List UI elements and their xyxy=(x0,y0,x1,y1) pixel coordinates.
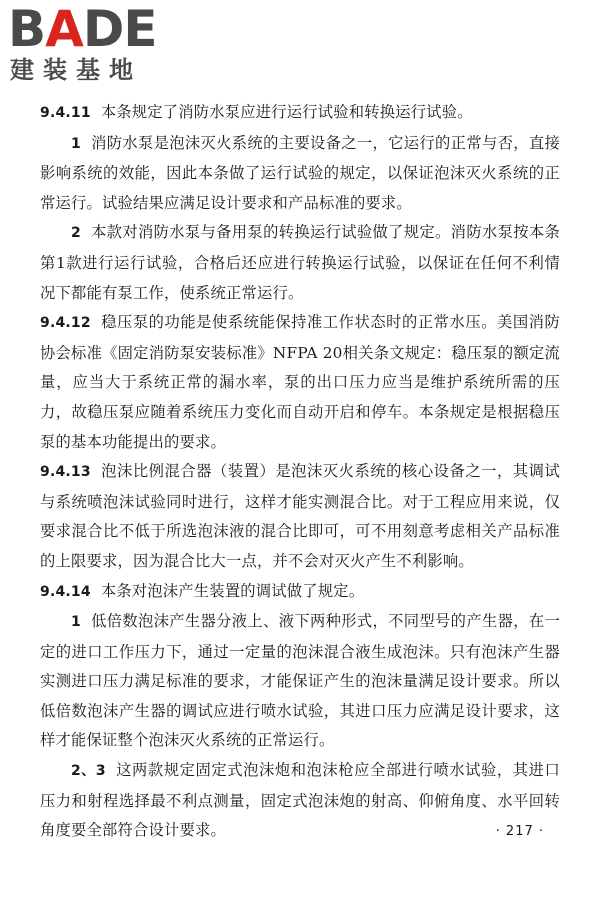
logo-letter-a-accent: A xyxy=(45,0,83,58)
item-number: 1 xyxy=(71,135,81,152)
section-9-4-13 xyxy=(40,457,560,576)
section-9-4-11 xyxy=(40,98,560,129)
section-number: 9.4.12 xyxy=(40,315,91,332)
logo-subtitle: 建装基地 xyxy=(10,56,142,84)
section-text: 本条规定了消防水泵应进行运行试验和转换运行试验。 xyxy=(100,103,473,121)
section-number: 9.4.11 xyxy=(40,105,91,121)
document-body xyxy=(40,98,560,846)
section-number: 9.4.14 xyxy=(40,583,91,600)
section-text: 泡沫比例混合器（装置）是泡沫灭火系统的核心设备之一，其调试与系统喷泡沫试验同时进行，这样才能实测混合比。对于工程应用来说，仅要求混合比不低于所选泡沫液的混合比即可，可不用刻意考虑相关产品标准的上限要求，因为混合比大一点，并不会对灭火产生不利影响。 xyxy=(40,462,560,570)
item-number: 2、3 xyxy=(71,763,106,780)
section-9-4-12 xyxy=(40,308,560,457)
item-text: 本款对消防水泵与备用泵的转换运行试验做了规定。消防水泵按本条第1款进行运行试验，合格后还应进行转换运行试验，以保证在任何不利情况下都能有泵工作，使系统正常运行。 xyxy=(40,223,560,302)
logo-letters-de: DE xyxy=(82,0,157,58)
item-text: 低倍数泡沫产生器分液上、液下两种形式，不同型号的产生器，在一定的进口工作压力下，通过一定量的泡沫混合液生成泡沫。只有泡沫产生器实测进口压力满足标准的要求，才能保证产生的泡沫量满足设计要求。所以低倍数泡沫产生器的调试应进行喷水试验，其进口压力应满足设计要求，这样才能保证整个泡沫灭火系统的正常运行。 xyxy=(40,612,560,750)
page-number: · 217 · xyxy=(495,824,544,839)
section-text: 稳压泵的功能是使系统能保持准工作状态时的正常水压。美国消防协会标准《固定消防泵安装标准》NFPA 20相关条文规定：稳压泵的额定流量，应当大于系统正常的漏水率，泵的出口压力应当是维护系统所需的压力，故稳压泵应随着系统压力变化而自动开启和停车。本条规定是根据稳压泵的基本功能提出的要求。 xyxy=(40,313,560,451)
section-9-4-11-item-2 xyxy=(40,218,560,308)
item-text: 这两款规定固定式泡沫炮和泡沫枪应全部进行喷水试验，其进口压力和射程选择最不利点测量，固定式泡沫炮的射高、仰俯角度、水平回转角度要全部符合设计要求。 xyxy=(40,761,560,840)
logo-wordmark xyxy=(8,0,157,58)
section-9-4-14-item-1 xyxy=(40,607,560,756)
item-text: 消防水泵是泡沫灭火系统的主要设备之一，它运行的正常与否，直接影响系统的效能，因此本条做了运行试验的规定，以保证泡沫灭火系统的正常运行。试验结果应满足设计要求和产品标准的要求。 xyxy=(40,133,560,212)
section-number: 9.4.13 xyxy=(40,464,91,481)
section-text: 本条对泡沫产生装置的调试做了规定。 xyxy=(100,581,365,600)
item-number: 2 xyxy=(71,225,81,242)
logo-letter-b: B xyxy=(8,0,46,58)
section-9-4-14-item-2-3 xyxy=(40,756,560,846)
item-number: 1 xyxy=(71,614,81,631)
section-9-4-14 xyxy=(40,577,560,608)
bade-logo xyxy=(8,0,178,88)
section-9-4-11-item-1 xyxy=(40,129,560,219)
